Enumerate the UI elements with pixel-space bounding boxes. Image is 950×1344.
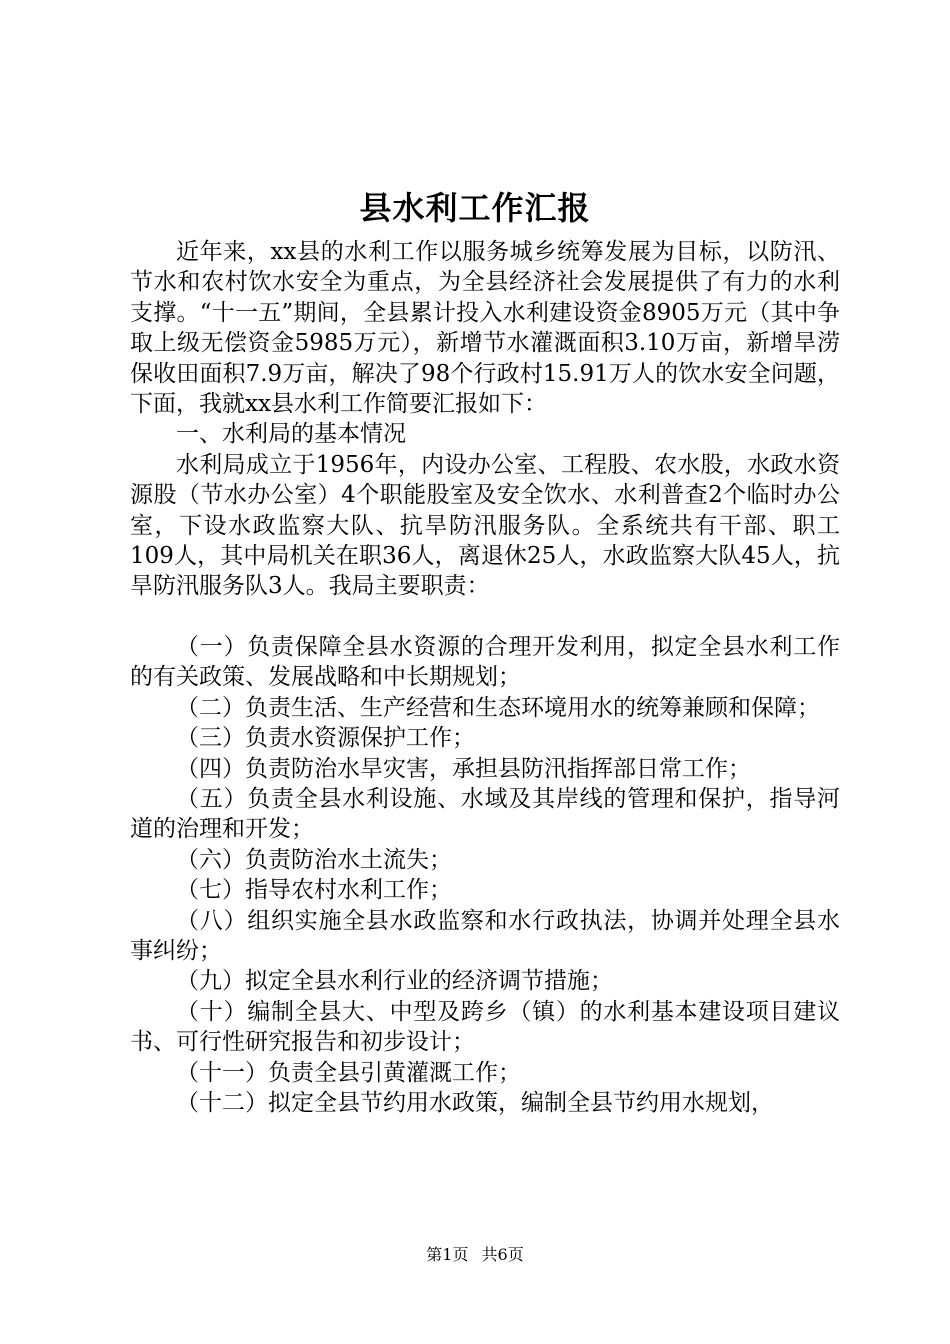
duty-item: （十）编制全县大、中型及跨乡（镇）的水利基本建设项目建议书、可行性研究报告和初步设计； — [130, 998, 840, 1056]
page-number: 第1页 — [426, 1245, 469, 1264]
intro-paragraph: 近年来，xx县的水利工作以服务城乡统筹发展为目标，以防汛、节水和农村饮水安全为重点，为全县经济社会发展提供了有力的水利支撑。“十一五”期间，全县累计投入水利建设资金8905万元（其中争取上级无偿资金5985万元），新增节水灌溉面积3.10万亩，新增旱涝保收田面积7.9万亩，解决了98个行政村15.91万人的饮水安全问题，下面，我就xx县水利工作简要汇报如下： — [130, 239, 840, 418]
duty-item: （六）负责防治水土流失； — [176, 846, 452, 873]
page-total: 共6页 — [481, 1245, 524, 1264]
page-footer — [0, 1245, 950, 1265]
duty-item: （二）负责生活、生产经营和生态环境用水的统筹兼顾和保障； — [176, 694, 820, 721]
duty-item: （五）负责全县水利设施、水域及其岸线的管理和保护，指导河道的治理和开发； — [130, 785, 840, 843]
duty-item: （十二）拟定全县节约用水政策，编制全县节约用水规划， — [176, 1089, 774, 1116]
section-heading: 一、水利局的基本情况 — [176, 421, 406, 448]
document-title: 县水利工作汇报 — [359, 189, 591, 227]
duty-item: （八）组织实施全县水政监察和水行政执法，协调并处理全县水事纠纷； — [130, 907, 840, 964]
document-body — [130, 237, 840, 1118]
duty-item: （一）负责保障全县水资源的合理开发利用，拟定全县水利工作的有关政策、发展战略和中长期规划； — [130, 633, 840, 691]
duty-item: （九）拟定全县水利行业的经济调节措施； — [176, 968, 613, 995]
bureau-info-paragraph: 水利局成立于1956年，内设办公室、工程股、农水股，水政水资源股（节水办公室）4个职能股室及安全饮水、水利普查2个临时办公室，下设水政监察大队、抗旱防汛服务队。全系统共有干部、职工109人，其中局机关在职36人，离退休25人，水政监察大队45人，抗旱防汛服务队3人。我局主要职责： — [130, 451, 840, 600]
duty-item: （十一）负责全县引黄灌溉工作； — [176, 1059, 521, 1086]
duty-item: （七）指导农村水利工作； — [176, 877, 452, 904]
duty-item: （四）负责防治水旱灾害，承担县防汛指挥部日常工作； — [176, 755, 751, 782]
duty-item: （三）负责水资源保护工作； — [176, 725, 475, 752]
